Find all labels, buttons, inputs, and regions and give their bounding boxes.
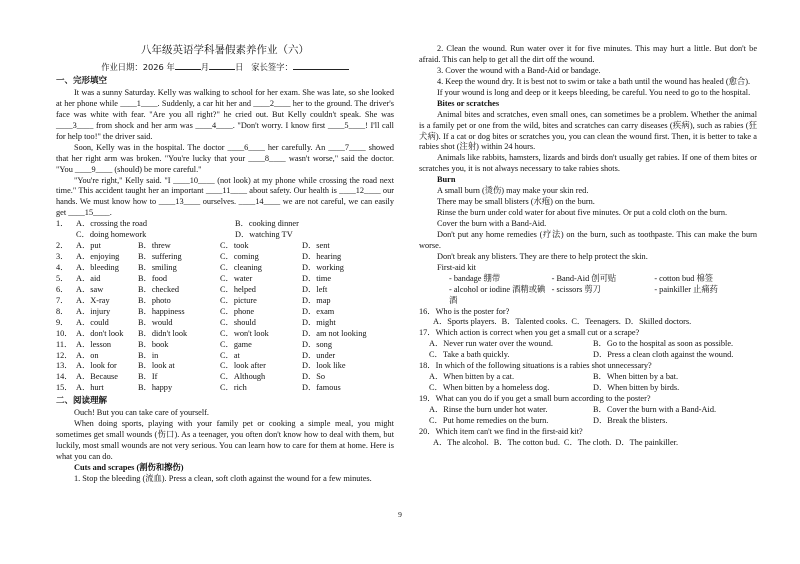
cloze-paragraph: "You're right," Kelly said. "I ____10____ (not look) at my phone while crossing the road next time." This accident taught her an important ____11____ about safety. Our health is ____12____ our hands. We must know how to ____13____ ourselves. ____14____ we are not careful, we can easily get ____15____. <box>56 175 394 218</box>
sign-label: 家长签字： <box>251 61 293 72</box>
section-cloze-heading: 一、完形填空 <box>56 75 108 86</box>
reading-paragraph: When doing sports, playing with your family pet or cooking a simple meal, you might sometimes get small wounds (伤口). As a teenager, you often don't know how to deal with them, but luckily, most small wounds are not very serious. You can learn how to care for them at home. Here is what you can do. <box>56 419 394 462</box>
day-label: 日 <box>235 61 244 72</box>
question-stem: 19．What can you do if you get a small burn according to the poster? <box>419 394 651 403</box>
option-choice[interactable]: B．book <box>138 339 169 349</box>
option-choice[interactable]: B．look at <box>138 361 175 371</box>
date-label: 作业日期：2026 年 <box>101 61 175 72</box>
option-number: 3． <box>56 252 69 262</box>
option-number: 10． <box>56 328 73 338</box>
option-number: 9． <box>56 317 69 327</box>
option-number: 6． <box>56 284 69 294</box>
option-choice[interactable]: A．enjoying <box>76 252 120 262</box>
burn-line: Cover the burn with a Band-Aid. <box>437 219 547 228</box>
question-choice[interactable]: D．Press a clean cloth against the wound. <box>593 350 734 360</box>
question-stem: 18．In which of the following situations is a rabies shot unnecessary? <box>419 361 652 371</box>
option-choice[interactable]: A．lesson <box>76 339 112 349</box>
option-choice[interactable]: A．aid <box>76 273 101 283</box>
option-choice[interactable]: B．happy <box>138 383 173 393</box>
kit-title: First-aid kit <box>437 262 476 272</box>
option-choice[interactable]: C．look after <box>220 361 266 371</box>
kit-item: - cotton bud 棉签 <box>654 273 714 283</box>
option-choice[interactable]: D．might <box>302 317 336 327</box>
option-number: 11． <box>56 339 73 349</box>
option-row <box>56 263 394 274</box>
option-row <box>56 307 394 318</box>
question-choice[interactable]: B．When bitten by a bat. <box>593 372 679 382</box>
option-choice[interactable]: C．water <box>220 273 253 283</box>
option-number: 7． <box>56 295 69 305</box>
option-choice[interactable]: C．won't look <box>220 328 269 338</box>
option-row <box>56 219 394 230</box>
cuts-heading: Cuts and scrapes (割伤和擦伤) <box>74 463 184 473</box>
option-choice[interactable]: C．helped <box>220 284 256 294</box>
option-choice[interactable]: C．game <box>220 339 252 349</box>
option-choice[interactable]: D．watching TV <box>235 230 293 240</box>
cuts-step: 4. Keep the wound dry. It is best not to swim or take a bath until the wound has healed (愈合). <box>437 76 751 86</box>
reading-questions <box>419 307 757 449</box>
option-choice[interactable]: D．am not looking <box>302 328 367 338</box>
option-choice[interactable]: A．X-ray <box>76 295 110 305</box>
bites-heading: Bites or scratches <box>437 98 500 108</box>
month-blank[interactable] <box>175 60 201 70</box>
cuts-step: 2. Clean the wound. Run water over it for five minutes. This may hurt a little. But don't be afraid. This can help to get all the dirt off the wound. <box>419 44 757 64</box>
option-row <box>56 274 394 285</box>
question-choice[interactable]: B．The cotton bud. <box>493 437 560 447</box>
question-choice[interactable]: C．Put home remedies on the burn. <box>429 415 549 425</box>
option-choice[interactable]: A．put <box>76 241 101 251</box>
question-choice[interactable]: C．When bitten by a homeless dog. <box>429 383 550 393</box>
burn-heading: Burn <box>437 175 456 185</box>
question-choice[interactable]: C．The cloth. <box>563 437 612 447</box>
option-choice[interactable]: D．song <box>302 339 332 349</box>
question-choice[interactable]: B．Talented cooks. <box>501 317 568 327</box>
option-choice[interactable]: D．working <box>302 263 344 273</box>
option-choice[interactable]: C．picture <box>220 295 257 305</box>
kit-item: - scissors 剪刀 <box>551 284 601 294</box>
option-choice[interactable]: C．should <box>220 317 256 327</box>
kit-item: - bandage 绷带 <box>449 273 501 283</box>
option-choice[interactable]: B．would <box>138 317 173 327</box>
cloze-paragraph: It was a sunny Saturday. Kelly was walking to school for her exam. She was late, so she looked at her phone while ____1____. Suddenly, a car hit her and ____2____ her to the ground. The driver's face was white with fear. "Are you all right?" he cried out. But Kelly couldn't speak. She was ____3____ from shock and her arm was ____4____. "Don't worry. I know first ____5____! I'll call for help too!" the driver said. <box>56 88 394 141</box>
cloze-options <box>56 219 394 394</box>
option-choice[interactable]: B．smiling <box>138 263 177 273</box>
option-choice[interactable]: A．saw <box>76 284 104 294</box>
burn-line: There may be small blisters (水疱) on the burn. <box>437 197 595 207</box>
question-stem: 17．Which action is correct when you get a small cut or a scrape? <box>419 328 640 338</box>
left-column <box>56 44 394 485</box>
month-label: 月 <box>200 61 210 72</box>
option-choice[interactable]: D．hearing <box>302 252 342 262</box>
option-choice[interactable]: D．exam <box>302 306 335 316</box>
option-number: 5． <box>56 273 69 283</box>
option-row <box>56 383 394 394</box>
reading-intro: Ouch! But you can take care of yourself. <box>74 408 210 418</box>
question-options <box>419 438 757 449</box>
option-choice[interactable]: A．crossing the road <box>76 219 147 229</box>
burn-line: A small burn (烫伤) may make your skin red. <box>437 186 589 196</box>
option-choice[interactable]: C．doing homework <box>76 230 147 240</box>
burn-line: Don't put any home remedies (疗法) on the burn, such as toothpaste. This can make the burn worse. <box>419 229 757 250</box>
option-row <box>56 361 394 372</box>
section-reading-heading: 二、阅读理解 <box>56 396 108 407</box>
option-choice[interactable]: A．look for <box>76 361 117 371</box>
option-number: 13． <box>56 361 73 371</box>
question-options <box>419 339 757 361</box>
burn-line: Rinse the burn under cold water for about five minutes. Or put a cold cloth on the burn. <box>437 208 728 218</box>
option-choice[interactable]: B．suffering <box>138 252 182 262</box>
option-choice[interactable]: A．Because <box>76 372 118 382</box>
burn-line: Don't break any blisters. They are there to help protect the skin. <box>437 251 648 261</box>
bites-paragraph: Animals like rabbits, hamsters, lizards and birds don't usually get rabies. If one of them bites or scratches you, it is not always necessary to take rabies shots. <box>419 153 757 174</box>
option-row <box>56 318 394 329</box>
question-choice[interactable]: D．When bitten by birds. <box>593 383 680 393</box>
option-row <box>56 230 394 241</box>
option-choice[interactable]: D．look like <box>302 361 346 371</box>
cuts-step: 1. Stop the bleeding (流血). Press a clean, soft cloth against the wound for a few minutes. <box>74 474 372 484</box>
option-number: 4． <box>56 263 69 273</box>
question-choice[interactable]: A．Rinse the burn under hot water. <box>429 404 548 414</box>
option-choice[interactable]: C．coming <box>220 252 259 262</box>
question-stem: 16．Who is the poster for? <box>419 306 510 316</box>
cuts-note: If your wound is long and deep or it keeps bleeding, be careful. You need to go to the hospital. <box>437 87 751 97</box>
option-row <box>56 296 394 307</box>
cloze-paragraph: Soon, Kelly was in the hospital. The doctor ____6____ her carefully. An ____7____ showed that her right arm was broken. "You're lucky that your ____8____ wasn't worse," said the doctor. "You ____9____ (should) be more careful." <box>56 142 394 174</box>
option-choice[interactable]: D．So <box>302 372 326 382</box>
question-choice[interactable]: C．Teenagers. <box>571 317 621 327</box>
option-number: 1． <box>56 219 69 229</box>
option-number: 8． <box>56 306 69 316</box>
option-choice[interactable]: B．checked <box>138 284 180 294</box>
question-choice[interactable]: A．Never run water over the wound. <box>429 339 553 349</box>
question-options <box>419 405 757 427</box>
option-choice[interactable]: A．hurt <box>76 383 104 393</box>
day-blank[interactable] <box>209 60 235 70</box>
option-choice[interactable]: A．could <box>76 317 109 327</box>
option-row <box>56 241 394 252</box>
option-choice[interactable]: A．don't look <box>76 328 124 338</box>
right-column <box>419 44 757 449</box>
question-choice[interactable]: B．Cover the burn with a Band-Aid. <box>593 404 717 414</box>
option-choice[interactable]: D．under <box>302 350 336 360</box>
question-choice[interactable]: B．Go to the hospital as soon as possible. <box>593 339 734 349</box>
option-choice[interactable]: D．time <box>302 273 332 283</box>
option-choice[interactable]: B．If <box>138 372 158 382</box>
question-choice[interactable]: A．Sports players. <box>433 317 497 327</box>
option-choice[interactable]: B．in <box>138 350 159 360</box>
kit-item: - painkiller 止痛药 <box>654 284 718 294</box>
option-number: 15． <box>56 383 73 393</box>
bites-paragraph: Animal bites and scratches, even small ones, can sometimes be a problem. Whether the animal is a family pet or one from the wild, bites and scratches can carry diseases (疾病), such as rabies (狂犬病). If a cat or dog bites or scratches you, you can clean the wound first. Then, it is better to take a rabies shot (注射) within 24 hours. <box>419 109 757 152</box>
question-choice[interactable]: C．Take a bath quickly. <box>429 350 510 360</box>
question-choice[interactable]: A．The alcohol. <box>433 437 489 447</box>
option-row <box>56 252 394 263</box>
page-title: 八年级英语学科暑假素养作业（六） <box>141 44 309 56</box>
homework-meta <box>56 60 394 73</box>
question-choice[interactable]: A．When bitten by a cat. <box>429 372 515 382</box>
option-choice[interactable]: A．on <box>76 350 99 360</box>
kit-item: - alcohol or iodine 酒精或碘酒 <box>449 284 546 305</box>
option-choice[interactable]: C．at <box>220 350 240 360</box>
option-row <box>56 340 394 351</box>
option-choice[interactable]: C．rich <box>220 383 247 393</box>
option-number: 14． <box>56 372 73 382</box>
option-choice[interactable]: A．bleeding <box>76 263 119 273</box>
option-choice[interactable]: D．famous <box>302 383 341 393</box>
option-row <box>56 285 394 296</box>
option-choice[interactable]: D．sent <box>302 241 330 251</box>
question-stem: 20．Which item can't we find in the first-aid kit? <box>419 426 583 436</box>
option-number: 12． <box>56 350 73 360</box>
option-number: 2． <box>56 241 69 251</box>
option-choice[interactable]: B．threw <box>138 241 171 251</box>
option-row <box>56 351 394 362</box>
option-choice[interactable]: D．left <box>302 284 328 294</box>
option-choice[interactable]: B．happiness <box>138 306 185 316</box>
option-row <box>56 329 394 340</box>
option-choice[interactable]: B．didn't look <box>138 328 188 338</box>
option-choice[interactable]: C．took <box>220 241 249 251</box>
question-options <box>419 372 757 394</box>
question-choice[interactable]: D．Skilled doctors. <box>624 317 692 327</box>
option-choice[interactable]: D．map <box>302 295 331 305</box>
option-choice[interactable]: B．cooking dinner <box>235 219 299 229</box>
option-choice[interactable]: C．Although <box>220 372 266 382</box>
question-options <box>419 317 757 328</box>
cuts-step: 3. Cover the wound with a Band-Aid or bandage. <box>437 65 601 75</box>
option-choice[interactable]: A．injury <box>76 306 111 316</box>
first-aid-kit-list <box>419 274 757 307</box>
page-number: 9 <box>398 510 402 519</box>
option-choice[interactable]: B．photo <box>138 295 171 305</box>
question-choice[interactable]: D．The painkiller. <box>615 437 679 447</box>
option-choice[interactable]: C．phone <box>220 306 255 316</box>
option-row <box>56 372 394 383</box>
option-choice[interactable]: C．cleaning <box>220 263 262 273</box>
option-choice[interactable]: B．food <box>138 273 168 283</box>
kit-item: - Band-Aid 创可贴 <box>551 273 617 283</box>
signature-blank[interactable] <box>293 60 349 70</box>
question-choice[interactable]: D．Break the blisters. <box>593 415 668 425</box>
